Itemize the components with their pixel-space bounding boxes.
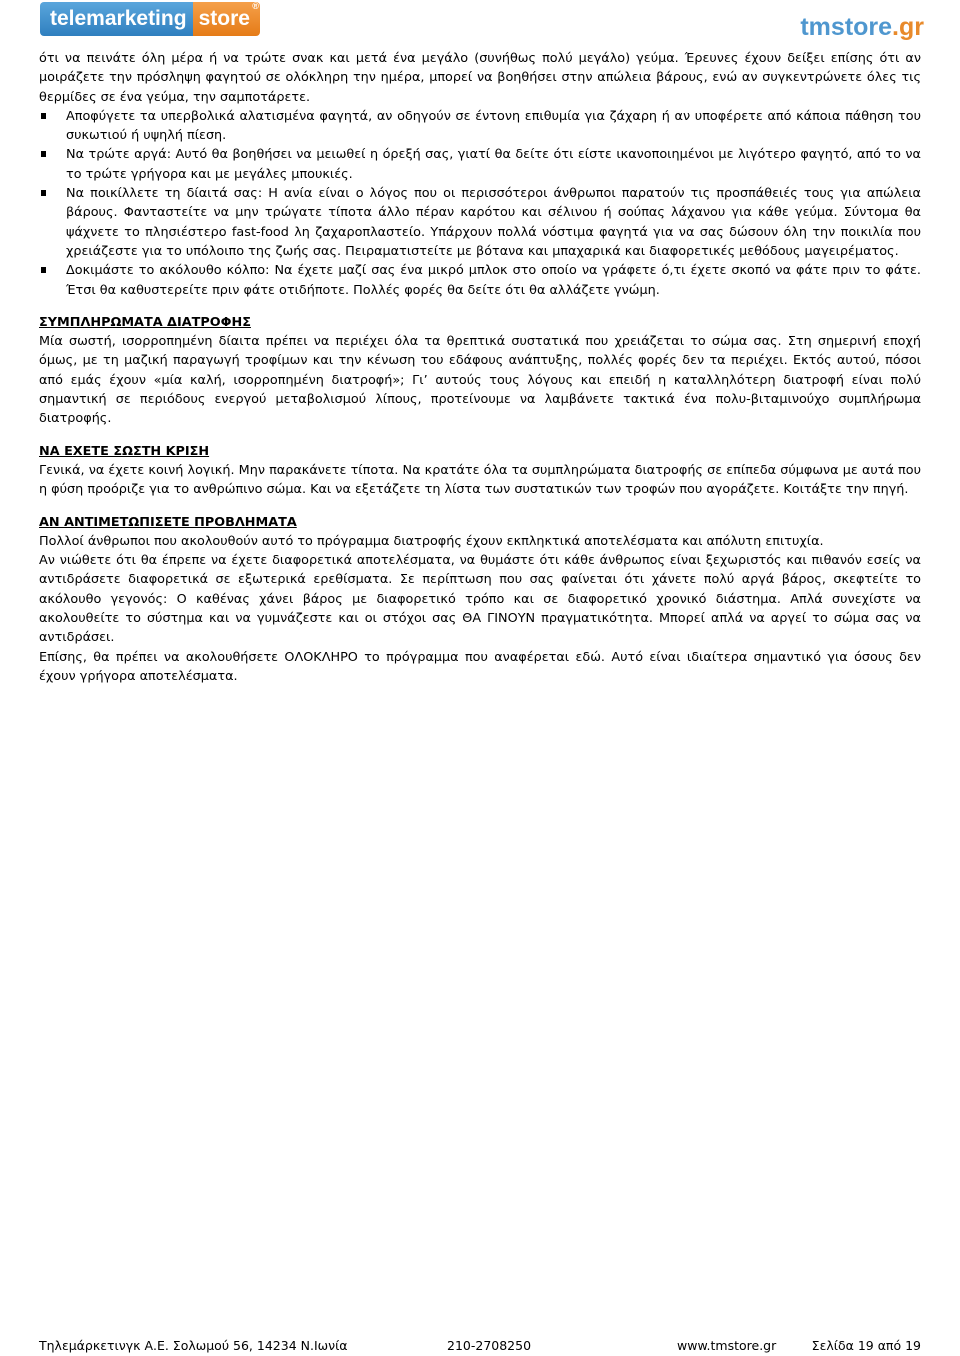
- bullet-square-icon: [41, 113, 46, 119]
- brand-main: tmstore: [800, 13, 893, 41]
- section-paragraph: Μία σωστή, ισορροπημένη δίαιτα πρέπει να περιέχει όλα τα θρεπτικά συστατικά που χρειάζεται το σώμα σας. Στη σημερινή εποχή όμως, με τη μαζική παραγωγή τροφίμων και την κένωση του εδάφους ανάπτυξης, πολλές φορές δεν τα περιέχει. Εκτός αυτού, πόσοι από εμάς έχουν «μία καλή, ισορροπημένη διατροφή»; Γι’ αυτούς τους λόγους και επειδή η καταλληλότερη διατροφή είναι πολύ σημαντική σε περιόδους ενεργού μεταβολισμού λίπους, προτείνουμε να λαμβάνετε τακτικά ένα πολυ-βιταμινούχο συμπλήρωμα διατροφής.: [39, 334, 921, 427]
- bullet-square-icon: [41, 190, 46, 196]
- section-problems: [39, 513, 921, 687]
- logo-text-telemarketing: telemarketing: [40, 2, 193, 36]
- tmstore-brand: [800, 12, 924, 42]
- section-heading: ΝΑ ΕΧΕΤΕ ΣΩΣΤΗ ΚΡΙΣΗ: [39, 443, 210, 459]
- section-heading: ΣΥΜΠΛΗΡΩΜΑΤΑ ΔΙΑΤΡΟΦΗΣ: [39, 314, 251, 330]
- intro-paragraph: ότι να πεινάτε όλη μέρα ή να τρώτε σνακ και μετά ένα μεγάλο (συνήθως πολύ μεγάλο) γεύμα. Έρευνες έχουν δείξει επίσης ότι αν μοιράζετε την πρόσληψη φαγητού σε ολόκληρη την ημέρα, μπορεί να βοηθήσει στην απώλεια βάρους, ενώ αν συγκεντρώνετε όλες τις θερμίδες σε ένα γεύμα, την σαμποτάρετε.: [39, 51, 921, 105]
- list-item-text: Αποφύγετε τα υπερβολικά αλατισμένα φαγητά, αν οδηγούν σε έντονη επιθυμία για ζάχαρη ή αν υποφέρετε από κάποια πάθηση του συκωτιού ή υψηλή πίεση.: [66, 108, 921, 144]
- list-item-text: Να ποικίλλετε τη δίαιτά σας: Η ανία είναι ο λόγος που οι περισσότεροι άνθρωποι παρατούν τις προσπάθειές τους για απώλεια βάρους. Φανταστείτε να μην τρώγατε τίποτα άλλο πέραν καρότου και σέλινου ή σούπας λάχανου για κάθε γεύμα. Σύντομα θα ψάχνετε το πλησιέστερο fast-food λη ζαχαροπλαστείο. Υπάρχουν πολλά νόστιμα φαγητά για να σας δώσουν όλη την ποικιλία που χρειάζεστε για το υπόλοιπο της ζωής σας. Πειραματιστείτε με βότανα και μπαχαρικά και διαφορετικές μεθόδους μαγειρέματος.: [66, 186, 921, 259]
- tips-list: [39, 107, 921, 300]
- list-item: [39, 261, 921, 300]
- logo-store-label: store: [198, 7, 250, 30]
- list-item: [39, 184, 921, 261]
- list-item-text: Να τρώτε αργά: Αυτό θα βοηθήσει να μειωθεί η όρεξή σας, γιατί θα δείτε ότι είστε ικανοποιημένοι με λιγότερο φαγητό, από το να το τρώτε γρήγορα και με μεγάλες μπουκιές.: [66, 147, 921, 182]
- section-heading: ΑΝ ΑΝΤΙΜΕΤΩΠΙΣΕΤΕ ΠΡΟΒΛΗΜΑΤΑ: [39, 514, 297, 530]
- section-supplements: [39, 313, 921, 429]
- footer-company-address: Τηλεμάρκετινγκ Α.Ε. Σολωμού 56, 14234 Ν.Ιωνία: [39, 1338, 348, 1353]
- page-footer: [39, 1337, 921, 1355]
- footer-page-number: Σελίδα 19 από 19: [811, 1338, 921, 1353]
- section-paragraph: Επίσης, θα πρέπει να ακολουθήσετε ΟΛΟΚΛΗΡΟ το πρόγραμμα που αναφέρεται εδώ. Αυτό είναι ιδιαίτερα σημαντικό για όσους δεν έχουν γρήγορα αποτελέσματα.: [39, 649, 921, 684]
- bullet-square-icon: [41, 267, 46, 273]
- footer-website-link[interactable]: www.tmstore.gr: [677, 1338, 777, 1353]
- registered-mark: ®: [252, 1, 259, 11]
- section-judgement: [39, 442, 921, 500]
- section-paragraph: Γενικά, να έχετε κοινή λογική. Μην παρακάνετε τίποτα. Να κρατάτε όλα τα συμπληρώματα διατροφής σε επίπεδα σύμφωνα με αυτά που η φύση προόριζε για το ανθρώπινο σώμα. Και να εξετάζετε τη λίστα των συστατικών των τροφών που αγοράζετε. Κοιτάξτε την πηγή.: [39, 462, 921, 498]
- brand-tld: .gr: [892, 13, 924, 41]
- document-body: [39, 49, 921, 686]
- logo-text-store: [193, 2, 260, 36]
- list-item: [39, 145, 921, 184]
- bullet-square-icon: [41, 151, 46, 157]
- section-paragraph: Πολλοί άνθρωποι που ακολουθούν αυτό το πρόγραμμα διατροφής έχουν εκπληκτικά αποτελέσματα και απόλυτη επιτυχία.: [39, 533, 824, 549]
- footer-phone: 210-2708250: [447, 1338, 532, 1353]
- section-paragraph: Αν νιώθετε ότι θα έπρεπε να έχετε διαφορετικά αποτελέσματα, να θυμάστε ότι κάθε άνθρωπος είναι ξεχωριστός και πιθανόν εσείς να αντιδράσετε διαφορετικά σε εξωτερικά ερεθίσματα. Σε περίπτωση που σας φαίνεται ότι χάνετε πολύ αργά βάρος, σκεφτείτε το ακόλουθο γεγονός: Ο καθένας χάνει βάρος με διαφορετικό τρόπο και σε διαφορετικό χρονικό διάστημα. Απλά συνεχίστε να ακολουθείτε το σύστημα και να γυμνάζεστε και οι στόχοι σας ΘΑ ΓΙΝΟΥΝ πραγματικότητα. Μπορεί απλά να αργεί το σώμα σας να αντιδράσει.: [39, 553, 921, 646]
- page-header: [0, 0, 960, 44]
- list-item: [39, 107, 921, 146]
- list-item-text: Δοκιμάστε το ακόλουθο κόλπο: Να έχετε μαζί σας ένα μικρό μπλοκ στο οποίο να γράφετε ό,τι έχετε σκοπό να φάτε πριν το φάτε. Έτσι θα καθυστερείτε πριν φάτε οτιδήποτε. Πολλές φορές θα δείτε ότι θα αλλάζετε γνώμη.: [66, 263, 921, 298]
- telemarketing-store-logo: [40, 2, 260, 36]
